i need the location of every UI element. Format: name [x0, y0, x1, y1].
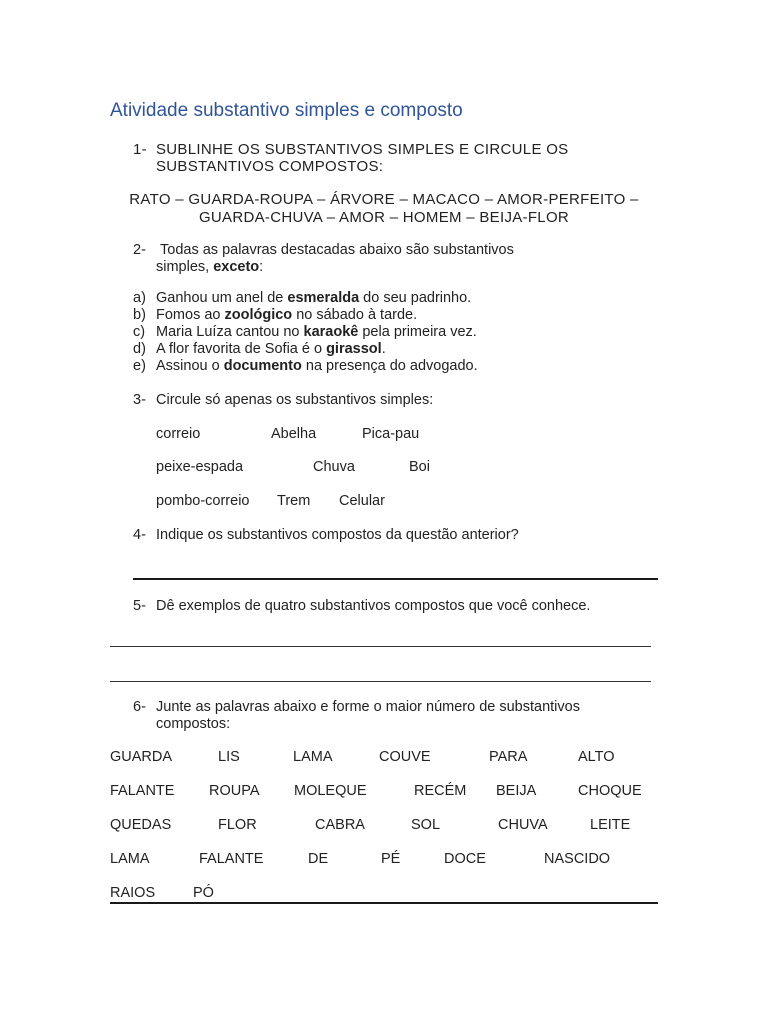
question-6 — [133, 699, 653, 735]
word-item: SOL — [411, 817, 441, 833]
question-number: 6- — [133, 699, 146, 715]
question-5 — [133, 598, 653, 616]
word-item: LIS — [218, 749, 240, 765]
question-3 — [133, 392, 653, 410]
word-item: FLOR — [218, 817, 257, 833]
word-item: PÉ — [381, 851, 401, 867]
option-d — [133, 341, 386, 357]
question-2 — [133, 242, 653, 278]
option-text: A flor favorita de Sofia é o — [156, 341, 327, 357]
option-letter: c) — [133, 324, 146, 340]
question-4 — [133, 527, 653, 545]
page-title: Atividade substantivo simples e composto — [110, 100, 463, 121]
word-item: Boi — [409, 459, 430, 475]
option-text: Ganhou um anel de — [156, 290, 288, 306]
option-letter: b) — [133, 307, 146, 323]
word-item: RAIOS — [110, 885, 156, 901]
question-text: : — [259, 259, 264, 275]
word-item: NASCIDO — [544, 851, 611, 867]
option-bold-word: documento — [223, 358, 302, 374]
option-text: do seu padrinho. — [359, 290, 472, 306]
answer-line — [133, 578, 658, 580]
option-b — [133, 307, 417, 323]
word-item: CABRA — [315, 817, 365, 833]
option-c — [133, 324, 477, 340]
question-text-line: compostos: — [156, 716, 231, 732]
word-item: LEITE — [590, 817, 631, 833]
word-item: DOCE — [444, 851, 486, 867]
word-item: Abelha — [271, 426, 317, 442]
option-text: na presença do advogado. — [301, 358, 478, 374]
word-item: Chuva — [313, 459, 355, 475]
option-text: Fomos ao — [156, 307, 225, 323]
word-item: Trem — [277, 493, 311, 509]
option-letter: a) — [133, 290, 146, 306]
word-item: FALANTE — [110, 783, 175, 799]
word-item: MOLEQUE — [294, 783, 367, 799]
option-text: Maria Luíza cantou no — [156, 324, 304, 340]
question-text-line: SUBSTANTIVOS COMPOSTOS: — [156, 158, 384, 175]
word-item: PARA — [489, 749, 528, 765]
question-text: simples, — [156, 259, 214, 275]
question-text-line: Todas as palavras destacadas abaixo são substantivos — [160, 242, 514, 258]
question-text-line: Circule só apenas os substantivos simples: — [156, 392, 434, 408]
answer-line — [110, 646, 651, 647]
option-text: no sábado à tarde. — [292, 307, 418, 323]
option-bold-word: esmeralda — [287, 290, 360, 306]
word-item: Pica-pau — [362, 426, 420, 442]
word-item: BEIJA — [496, 783, 537, 799]
question-text-line: Dê exemplos de quatro substantivos compostos que você conhece. — [156, 598, 591, 614]
question-number: 5- — [133, 598, 146, 614]
option-bold-word: zoológico — [224, 307, 293, 323]
option-bold-word: karaokê — [303, 324, 359, 340]
question-number: 3- — [133, 392, 146, 408]
word-item: peixe-espada — [156, 459, 244, 475]
question-number: 2- — [133, 242, 146, 258]
word-item: ALTO — [578, 749, 615, 765]
word-item: QUEDAS — [110, 817, 172, 833]
emphasis-text: exceto — [213, 259, 260, 275]
word-item: RECÉM — [414, 783, 467, 799]
option-e — [133, 358, 478, 374]
answer-line — [110, 902, 658, 904]
question-text-line: SUBLINHE OS SUBSTANTIVOS SIMPLES E CIRCULE OS — [156, 141, 569, 158]
answer-line — [110, 681, 651, 682]
question-text-line — [156, 259, 263, 276]
word-item: FALANTE — [199, 851, 264, 867]
word-item: PÓ — [193, 885, 214, 901]
option-text: pela primeira vez. — [358, 324, 477, 340]
question-text-line: Junte as palavras abaixo e forme o maior número de substantivos — [156, 699, 580, 715]
option-bold-word: girassol — [326, 341, 382, 357]
option-text: Assinou o — [156, 358, 224, 374]
word-list-line: RATO – GUARDA-ROUPA – ÁRVORE – MACACO – AMOR-PERFEITO – — [129, 191, 639, 208]
word-item: CHOQUE — [578, 783, 642, 799]
question-text-line: Indique os substantivos compostos da questão anterior? — [156, 527, 519, 543]
word-item: COUVE — [379, 749, 431, 765]
word-item: CHUVA — [498, 817, 548, 833]
word-item: correio — [156, 426, 201, 442]
option-letter: e) — [133, 358, 146, 374]
word-item: pombo-correio — [156, 493, 250, 509]
option-text: . — [381, 341, 386, 357]
question-1 — [133, 141, 653, 181]
option-a — [133, 290, 471, 306]
word-list-line: GUARDA-CHUVA – AMOR – HOMEM – BEIJA-FLOR — [198, 209, 570, 226]
question-number: 1- — [133, 141, 147, 158]
word-item: ROUPA — [209, 783, 260, 799]
option-letter: d) — [133, 341, 146, 357]
word-item: DE — [308, 851, 329, 867]
question-number: 4- — [133, 527, 146, 543]
word-item: GUARDA — [110, 749, 173, 765]
word-item: Celular — [339, 493, 385, 509]
word-item: LAMA — [110, 851, 150, 867]
word-item: LAMA — [293, 749, 333, 765]
